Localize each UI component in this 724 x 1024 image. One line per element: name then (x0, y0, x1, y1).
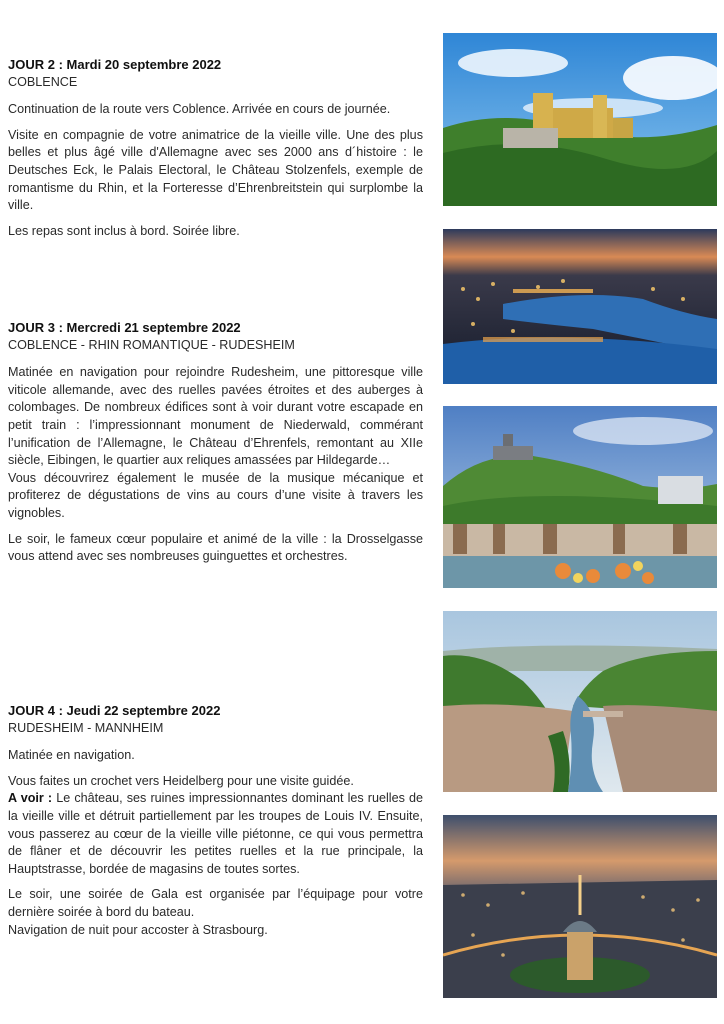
day4-a-voir-label: A voir : (8, 791, 53, 806)
day2-place: COBLENCE (8, 74, 78, 89)
day2-section (8, 56, 423, 240)
day4-section (8, 702, 423, 939)
day3-title: JOUR 3 : Mercredi 21 septembre 2022 (8, 320, 241, 335)
day4-paragraph-3 (8, 790, 423, 878)
mannheim-water-tower-photo (443, 815, 717, 998)
day4-a-voir-text: Le château, ses ruines impressionnantes dominant les ruelles de la vieille ville et détruit partiellement par les troupes de Louis IV. Ensuite, vous passerez au cœur de la vieille ville piétonne, ce qui vous permettra de flâner et de découvrir les petites ruelles et la rue principale, la Hauptstrasse, bordée de magasins de toutes sortes. (8, 791, 423, 876)
day3-paragraph-2: Vous découvrirez également le musée de la musique mécanique et profiterez de dégustations de vins au cours d’une visite à travers les vignobles. (8, 470, 423, 520)
day2-paragraph-2: Visite en compagnie de votre animatrice de la vieille ville. Une des plus belles et plus âgé ville d'Allemagne avec ses 2000 ans d´histoire : le Deutsches Eck, le Palais Electoral, le Château Stolzenfels, exemple de romantisme du Rhin, et la Forteresse d’Ehrenbreitstein qui surplombe la ville. (8, 127, 423, 213)
day4-title: JOUR 4 : Jeudi 22 septembre 2022 (8, 703, 221, 718)
day4-paragraph-2: Vous faites un crochet vers Heidelberg pour une visite guidée. (8, 773, 354, 788)
day4-place: RUDESHEIM - MANNHEIM (8, 720, 164, 735)
heidelberg-valley-photo (443, 611, 717, 792)
day2-paragraph-3: Les repas sont inclus à bord. Soirée libre. (8, 223, 240, 238)
day4-paragraph-1: Matinée en navigation. (8, 748, 135, 763)
castle-stolzenfels-photo (443, 33, 717, 206)
day3-place: COBLENCE - RHIN ROMANTIQUE - RUDESHEIM (8, 337, 295, 352)
rhine-castle-village-photo (443, 406, 717, 588)
day3-section (8, 319, 423, 566)
koblenz-night-photo (443, 229, 717, 384)
day3-paragraph-3: Le soir, le fameux cœur populaire et animé de la ville : la Drosselgasse vous attend avec ses nombreuses guinguettes et orchestres. (8, 531, 423, 564)
day4-paragraph-4: Le soir, une soirée de Gala est organisée par l’équipage pour votre dernière soirée à bord du bateau. (8, 887, 423, 919)
day2-paragraph-1: Continuation de la route vers Coblence. Arrivée en cours de journée. (8, 102, 391, 117)
day2-title: JOUR 2 : Mardi 20 septembre 2022 (8, 57, 222, 72)
day3-paragraph-1: Matinée en navigation pour rejoindre Rudesheim, une pittoresque ville viticole allemande, avec des ruelles pavées étroites et des auberges à colombages. De nombreux édifices sont à voir durant votre escapade en petit train : l’impressionnant monument de Niederwald, commérant l’unification de l’Allemagne, le Château d’Ehrenfels, remontant au XIIe siècle, Eibingen, le quartier aux reliques amassées par Hildegarde… (8, 365, 423, 468)
day4-paragraph-5: Navigation de nuit pour accoster à Strasbourg. (8, 922, 268, 937)
